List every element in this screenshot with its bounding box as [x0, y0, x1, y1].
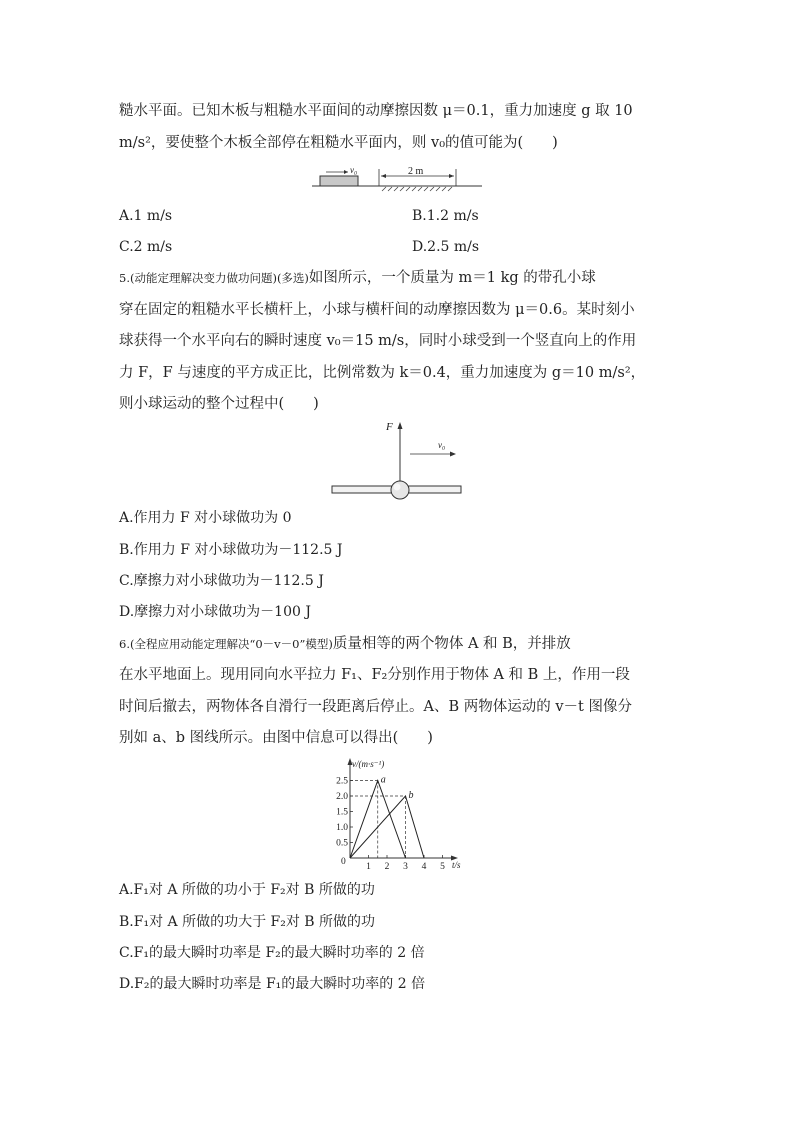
q4-option-c: C.2 m/s — [119, 239, 173, 255]
q6-line-1-rest: 质量相等的两个物体 A 和 B，并排放 — [332, 636, 571, 652]
y-tick-label: 2.0 — [336, 792, 348, 803]
series-label-b: b — [408, 790, 414, 801]
q6-option-d: D.F₂的最大瞬时功率是 F₁的最大瞬时功率的 2 倍 — [119, 976, 426, 992]
q6-tag: 6.(全程应用动能定理解决“0－v－0”模型) — [119, 637, 333, 651]
q5-line-4: 力 F，F 与速度的平方成正比，比例常数为 k＝0.4，重力加速度为 g＝10 m/s²， — [119, 365, 646, 381]
q6-line-2: 在水平地面上。现用同向水平拉力 F₁、F₂分别作用于物体 A 和 B 上，作用一段 — [119, 667, 630, 683]
q5-tag: 5.(动能定理解决变力做功问题)(多选) — [119, 271, 309, 285]
q6-option-a: A.F₁对 A 所做的功小于 F₂对 B 所做的功 — [119, 882, 375, 898]
y-tick-label: 2.5 — [336, 776, 348, 787]
x-tick-label: 1 — [366, 862, 371, 872]
q5-option-d: D.摩擦力对小球做功为－100 J — [119, 604, 311, 620]
y-tick-label: 0.5 — [336, 838, 348, 849]
x-tick-label: 5 — [440, 862, 445, 872]
vt-chart — [318, 756, 478, 872]
q5-option-c: C.摩擦力对小球做功为－112.5 J — [119, 573, 324, 589]
q6-line-1 — [119, 634, 571, 654]
q5-line-2: 穿在固定的粗糙水平长横杆上，小球与横杆间的动摩擦因数为 μ＝0.6。某时刻小 — [119, 302, 635, 318]
q6-line-4: 别如 a、b 图线所示。由图中信息可以得出( ) — [119, 730, 433, 746]
q5-force-label: F — [386, 421, 393, 433]
q6-line-3: 时间后撤去，两物体各自滑行一段距离后停止。A、B 两物体运动的 v－t 图像分 — [119, 699, 632, 715]
q5-line-5: 则小球运动的整个过程中( ) — [119, 396, 319, 412]
q6-option-b: B.F₁对 A 所做的功大于 F₂对 B 所做的功 — [119, 914, 376, 930]
q4-option-d: D.2.5 m/s — [412, 239, 480, 255]
q6-option-c: C.F₁的最大瞬时功率是 F₂的最大瞬时功率的 2 倍 — [119, 945, 425, 961]
q5-line-1 — [119, 268, 596, 288]
q4-board-figure — [312, 164, 484, 194]
q5-line-1-rest: 如图所示，一个质量为 m＝1 kg 的带孔小球 — [308, 270, 596, 286]
y-tick-label: 1.5 — [336, 807, 348, 818]
q4-option-a: A.1 m/s — [119, 208, 173, 224]
q5-line-3: 球获得一个水平向右的瞬时速度 v₀＝15 m/s，同时小球受到一个竖直向上的作用 — [119, 333, 637, 349]
q4-option-b: B.1.2 m/s — [412, 208, 479, 224]
q5-option-b: B.作用力 F 对小球做功为－112.5 J — [119, 542, 343, 558]
q4-line-1: 糙水平面。已知木板与粗糙水平面间的动摩擦因数 μ＝0.1，重力加速度 g 取 10 — [119, 103, 633, 119]
q5-option-a: A.作用力 F 对小球做功为 0 — [119, 510, 292, 526]
q5-ball-figure — [330, 418, 464, 500]
x-axis-label: t/s — [452, 860, 461, 870]
q5-v0-label: v₀ — [438, 440, 446, 450]
origin-label: 0 — [341, 857, 346, 867]
x-tick-label: 2 — [384, 862, 390, 872]
q4-line-2: m/s²，要使整个木板全部停在粗糙水平面内，则 v₀的值可能为( ) — [119, 135, 558, 151]
q4-v0-label: v₀ — [350, 165, 358, 175]
x-tick-label: 4 — [421, 862, 427, 872]
y-axis-label: v/(m·s⁻¹) — [352, 759, 385, 769]
y-tick-label: 1.0 — [336, 823, 348, 834]
q4-distance-label: 2 m — [408, 166, 424, 177]
x-tick-label: 3 — [403, 862, 408, 872]
series-label-a: a — [380, 774, 386, 786]
